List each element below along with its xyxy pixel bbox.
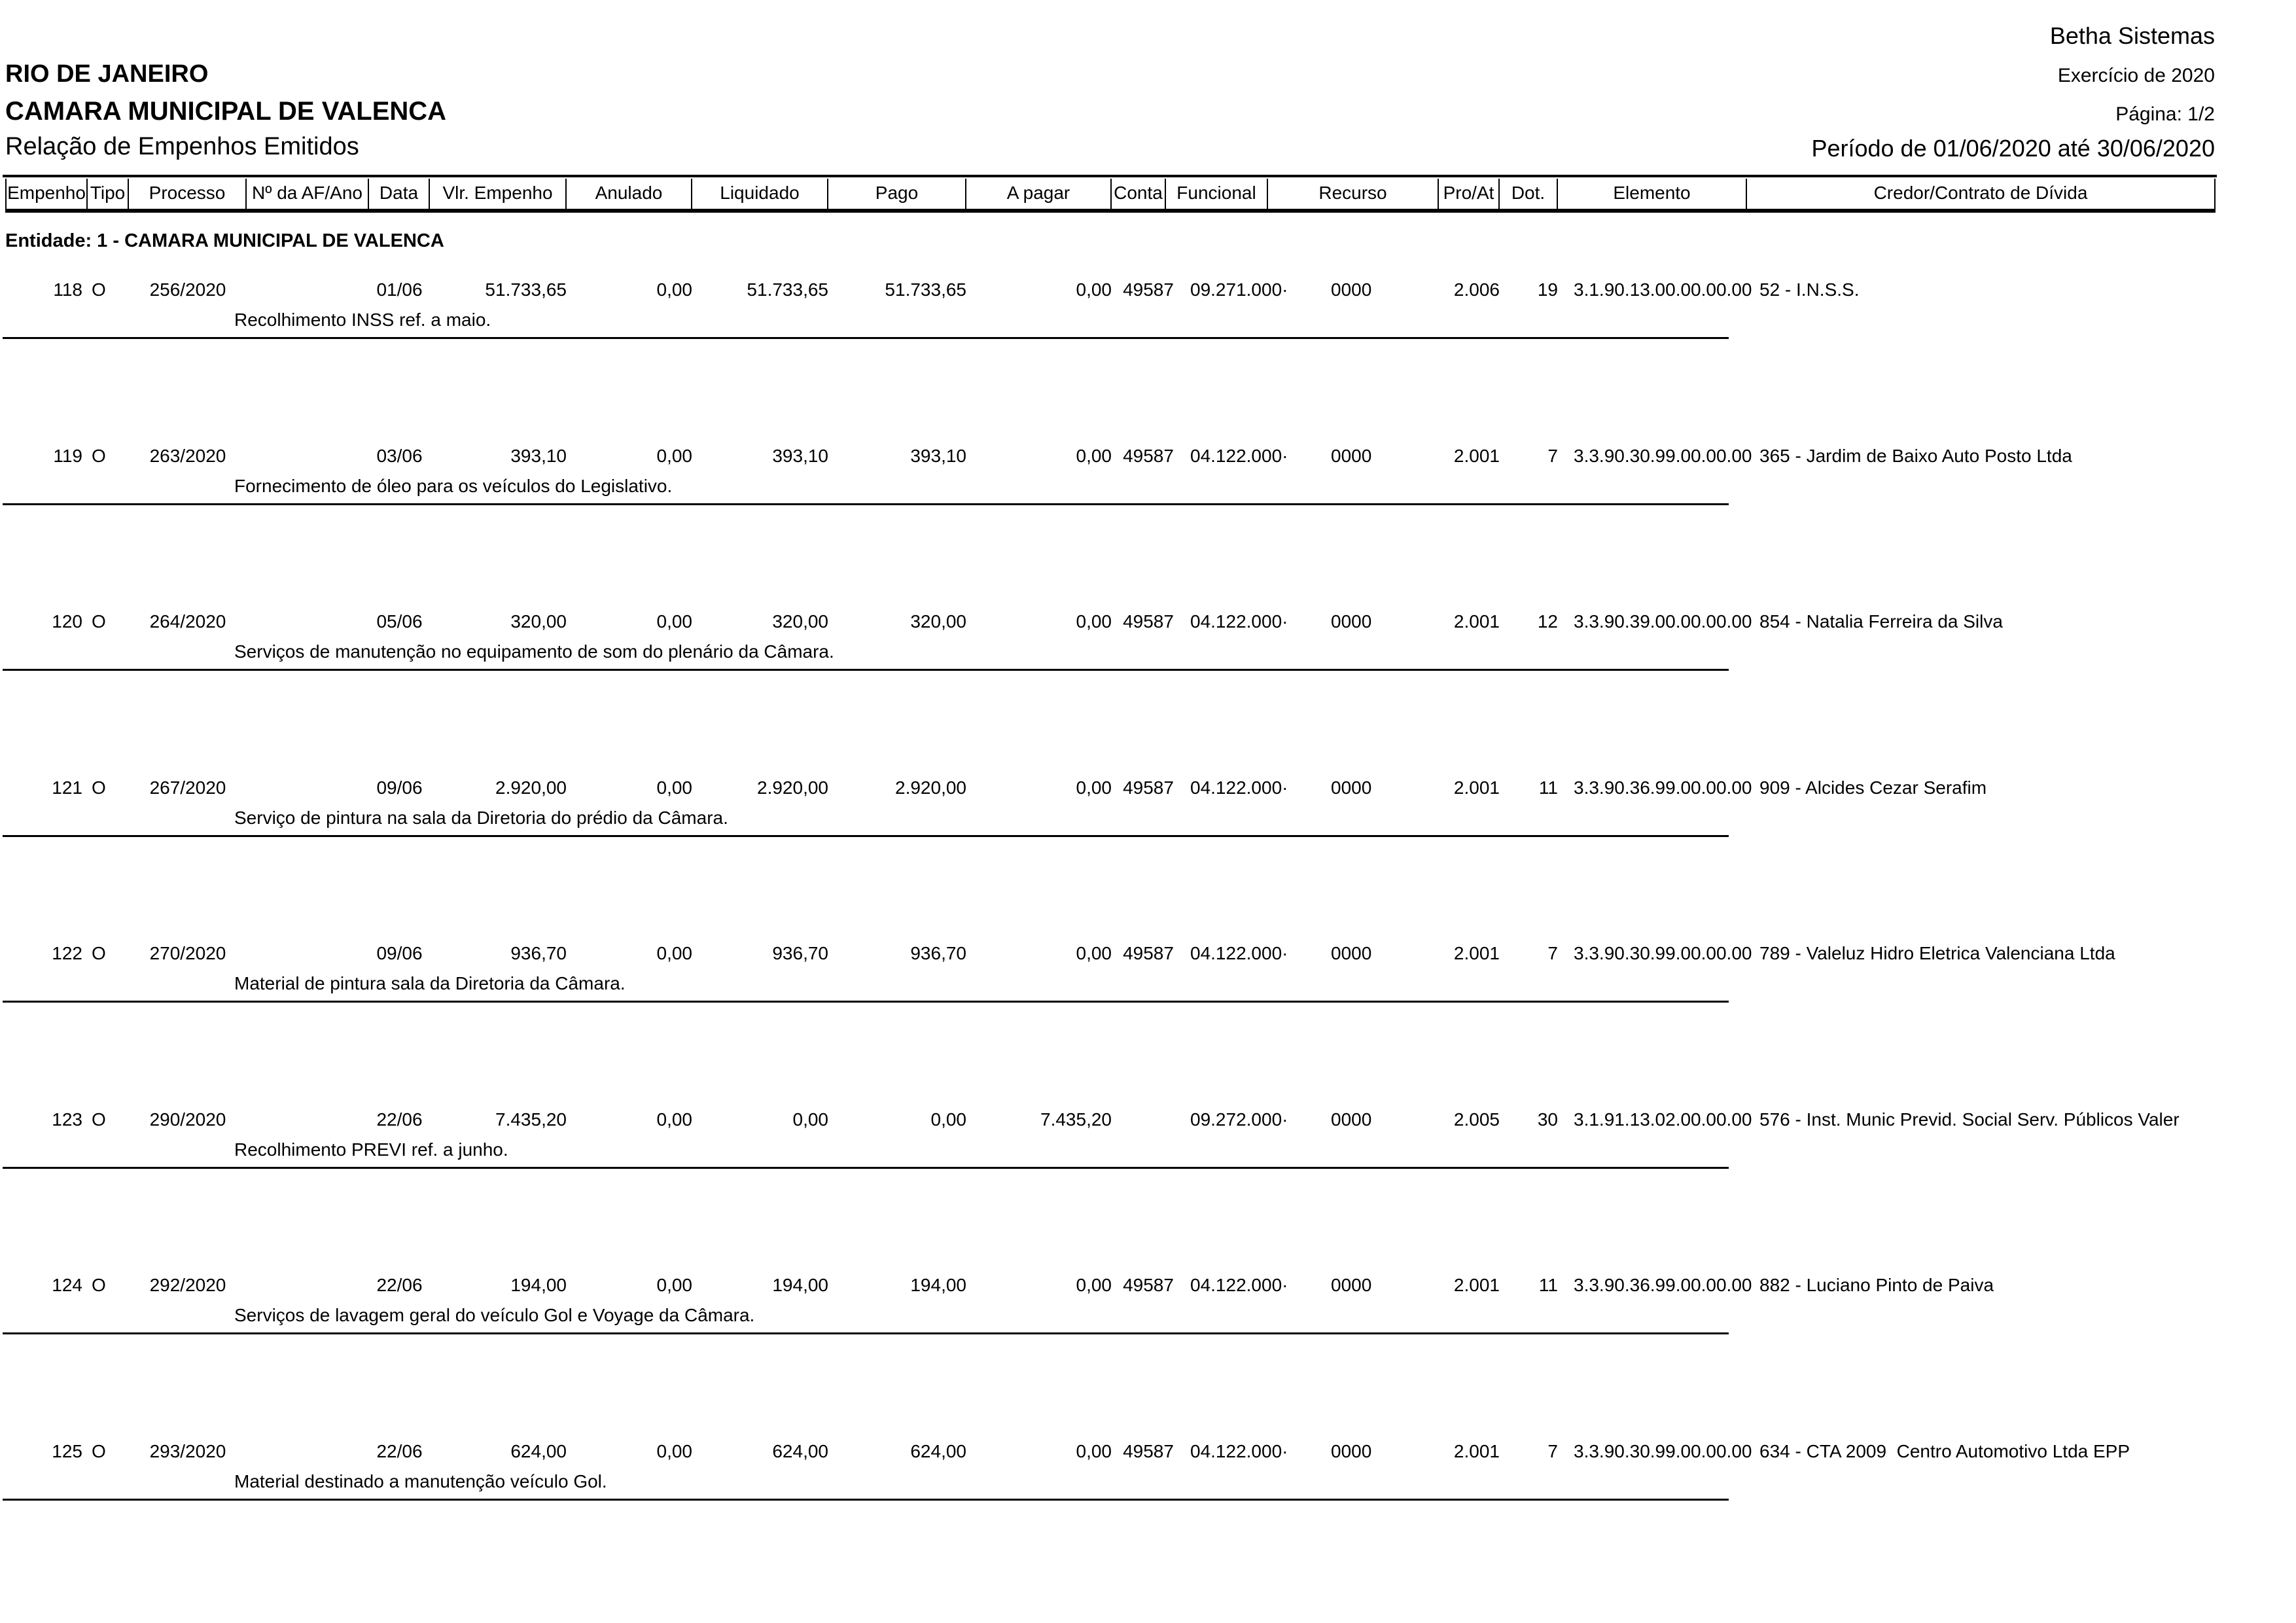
column-header-data: Data [369, 179, 430, 209]
cell-tipo: O [92, 1109, 106, 1130]
cell-funcional: 04.122.000· [1190, 446, 1288, 466]
top-rule [3, 175, 2217, 177]
cell-af-ano [247, 1440, 369, 1463]
column-header-empenho: Empenho [5, 179, 88, 209]
cell-processo: 293/2020 [149, 1441, 226, 1461]
cell-processo: 290/2020 [149, 1109, 226, 1130]
cell-vlr-empenho: 624,00 [510, 1441, 567, 1461]
cell-anulado: 0,00 [656, 777, 692, 798]
cell-processo: 267/2020 [149, 777, 226, 798]
cell-tipo: O [92, 1275, 106, 1295]
cell-credor: 854 - Natalia Ferreira da Silva [1759, 611, 2003, 632]
cell-vlr-empenho: 194,00 [510, 1275, 567, 1295]
cell-pago: 393,10 [910, 446, 966, 466]
cell-anulado: 0,00 [656, 446, 692, 466]
cell-af-ano [247, 1274, 369, 1296]
cell-conta: 49587 [1123, 777, 1174, 798]
row-main-line [5, 1109, 2287, 1131]
cell-pago: 0,00 [930, 1109, 966, 1130]
cell-pro-at: 2.005 [1453, 1109, 1500, 1130]
cell-pro-at: 2.001 [1453, 1441, 1500, 1461]
cell-dot: 11 [1538, 1275, 1558, 1295]
cell-vlr-empenho: 393,10 [510, 446, 567, 466]
report-period: Período de 01/06/2020 até 30/06/2020 [1811, 135, 2215, 162]
cell-funcional: 04.122.000· [1190, 943, 1288, 963]
row-separator [3, 337, 1729, 339]
column-header-anulado: Anulado [567, 179, 692, 209]
cell-empenho: 125 [52, 1441, 82, 1461]
row-separator [3, 1167, 1729, 1169]
column-header-credor: Credor/Contrato de Dívida [1747, 179, 2216, 209]
row-separator [3, 1332, 1729, 1334]
cell-anulado: 0,00 [656, 1441, 692, 1461]
cell-af-ano [247, 777, 369, 799]
cell-data: 03/06 [376, 446, 423, 466]
table-row [0, 777, 2296, 943]
column-header-funcional: Funcional [1166, 179, 1268, 209]
cell-liquidado: 2.920,00 [757, 777, 828, 798]
cell-funcional: 04.122.000· [1190, 1441, 1288, 1461]
cell-pago: 2.920,00 [895, 777, 966, 798]
cell-conta: 49587 [1123, 1275, 1174, 1295]
cell-vlr-empenho: 936,70 [510, 943, 567, 963]
row-description: Fornecimento de óleo para os veículos do Legislativo. [234, 476, 673, 496]
cell-vlr-empenho: 51.733,65 [485, 279, 567, 300]
column-header-liquidado: Liquidado [692, 179, 828, 209]
cell-credor: 365 - Jardim de Baixo Auto Posto Ltda [1759, 446, 2072, 466]
cell-elemento: 3.3.90.39.00.00.00.00 [1574, 611, 1752, 632]
cell-conta: 49587 [1123, 943, 1174, 963]
cell-recurso: 0000 [1331, 777, 1372, 798]
state-name: RIO DE JANEIRO [5, 60, 209, 88]
cell-vlr-empenho: 320,00 [510, 611, 567, 632]
cell-recurso: 0000 [1331, 1109, 1372, 1130]
cell-elemento: 3.3.90.30.99.00.00.00 [1574, 1441, 1752, 1461]
cell-af-ano [247, 445, 369, 467]
cell-recurso: 0000 [1331, 943, 1372, 963]
cell-vlr-empenho: 2.920,00 [495, 777, 567, 798]
exercise-label: Exercício de 2020 [2057, 65, 2215, 86]
cell-funcional: 09.271.000· [1190, 279, 1288, 300]
cell-a-pagar: 0,00 [1076, 611, 1112, 632]
row-separator [3, 503, 1729, 505]
cell-dot: 7 [1547, 943, 1558, 963]
cell-processo: 292/2020 [149, 1275, 226, 1295]
cell-pro-at: 2.001 [1453, 1275, 1500, 1295]
cell-anulado: 0,00 [656, 279, 692, 300]
cell-tipo: O [92, 1441, 106, 1461]
cell-data: 01/06 [376, 279, 423, 300]
row-separator [3, 669, 1729, 671]
row-separator [3, 835, 1729, 837]
cell-pro-at: 2.001 [1453, 446, 1500, 466]
report-title: Relação de Empenhos Emitidos [5, 133, 359, 160]
cell-empenho: 123 [52, 1109, 82, 1130]
table-row [0, 611, 2296, 777]
cell-a-pagar: 0,00 [1076, 1441, 1112, 1461]
cell-anulado: 0,00 [656, 611, 692, 632]
cell-funcional: 04.122.000· [1190, 1275, 1288, 1295]
column-header-pago: Pago [828, 179, 966, 209]
table-row [0, 942, 2296, 1109]
cell-liquidado: 194,00 [772, 1275, 828, 1295]
row-description: Serviços de manutenção no equipamento de som do plenário da Câmara. [234, 641, 834, 662]
cell-conta: 49587 [1123, 611, 1174, 632]
cell-liquidado: 320,00 [772, 611, 828, 632]
cell-empenho: 124 [52, 1275, 82, 1295]
cell-tipo: O [92, 777, 106, 798]
vendor-name: Betha Sistemas [2049, 22, 2215, 49]
cell-a-pagar: 7.435,20 [1040, 1109, 1112, 1130]
cell-anulado: 0,00 [656, 1275, 692, 1295]
cell-liquidado: 936,70 [772, 943, 828, 963]
cell-tipo: O [92, 446, 106, 466]
entity-section-label: Entidade: 1 - CAMARA MUNICIPAL DE VALENCA [5, 230, 444, 251]
row-description: Material destinado a manutenção veículo Gol. [234, 1471, 607, 1491]
cell-elemento: 3.1.91.13.02.00.00.00 [1574, 1109, 1752, 1130]
cell-dot: 30 [1537, 1109, 1558, 1130]
row-description: Serviço de pintura na sala da Diretoria do prédio da Câmara. [234, 808, 728, 828]
column-header-tipo: Tipo [88, 179, 129, 209]
cell-pago: 936,70 [910, 943, 966, 963]
cell-vlr-empenho: 7.435,20 [495, 1109, 567, 1130]
entity-name: CAMARA MUNICIPAL DE VALENCA [5, 97, 447, 126]
cell-empenho: 119 [53, 446, 82, 466]
cell-tipo: O [92, 279, 106, 300]
cell-credor: 52 - I.N.S.S. [1759, 279, 1860, 300]
page-number: Página: 1/2 [2115, 103, 2215, 125]
cell-data: 22/06 [376, 1441, 423, 1461]
column-header-conta: Conta [1112, 179, 1166, 209]
cell-liquidado: 51.733,65 [747, 279, 828, 300]
cell-data: 22/06 [376, 1275, 423, 1295]
table-row [0, 1440, 2296, 1607]
cell-af-ano [247, 1109, 369, 1131]
table-row [0, 279, 2296, 445]
cell-empenho: 120 [52, 611, 82, 632]
cell-funcional: 04.122.000· [1190, 777, 1288, 798]
cell-conta: 49587 [1123, 279, 1174, 300]
row-main-line [5, 942, 2287, 965]
cell-elemento: 3.3.90.30.99.00.00.00 [1574, 943, 1752, 963]
cell-dot: 11 [1538, 777, 1558, 798]
table-row [0, 445, 2296, 611]
cell-data: 22/06 [376, 1109, 423, 1130]
row-separator [3, 1499, 1729, 1501]
cell-a-pagar: 0,00 [1076, 943, 1112, 963]
column-header-processo: Processo [129, 179, 247, 209]
row-description: Recolhimento INSS ref. a maio. [234, 310, 491, 330]
cell-funcional: 09.272.000· [1190, 1109, 1288, 1130]
cell-processo: 264/2020 [149, 611, 226, 632]
cell-pago: 194,00 [910, 1275, 966, 1295]
table-row [0, 1109, 2296, 1275]
row-description: Material de pintura sala da Diretoria da Câmara. [234, 973, 626, 993]
cell-data: 09/06 [376, 777, 423, 798]
cell-af-ano [247, 279, 369, 301]
row-main-line [5, 1274, 2287, 1296]
cell-credor: 882 - Luciano Pinto de Paiva [1759, 1275, 1994, 1295]
cell-recurso: 0000 [1331, 1441, 1372, 1461]
cell-dot: 7 [1547, 1441, 1558, 1461]
cell-conta [1112, 1109, 1185, 1131]
cell-liquidado: 624,00 [772, 1441, 828, 1461]
cell-dot: 12 [1537, 611, 1558, 632]
cell-elemento: 3.3.90.36.99.00.00.00 [1574, 1275, 1752, 1295]
row-main-line [5, 279, 2287, 301]
cell-pro-at: 2.001 [1453, 777, 1500, 798]
cell-pago: 624,00 [910, 1441, 966, 1461]
cell-dot: 7 [1547, 446, 1558, 466]
cell-tipo: O [92, 611, 106, 632]
cell-af-ano [247, 942, 369, 965]
row-main-line [5, 611, 2287, 633]
column-header-recurso: Recurso [1268, 179, 1439, 209]
cell-conta: 49587 [1123, 1441, 1174, 1461]
cell-credor: 634 - CTA 2009 Centro Automotivo Ltda EPP [1759, 1441, 2130, 1461]
cell-pro-at: 2.001 [1453, 943, 1500, 963]
cell-credor: 789 - Valeluz Hidro Eletrica Valenciana Ltda [1759, 943, 2115, 963]
cell-data: 09/06 [376, 943, 423, 963]
cell-liquidado: 0,00 [792, 1109, 828, 1130]
cell-dot: 19 [1537, 279, 1558, 300]
column-header-dot: Dot. [1500, 179, 1558, 209]
row-description: Recolhimento PREVI ref. a junho. [234, 1139, 508, 1160]
cell-af-ano [247, 611, 369, 633]
row-separator [3, 1001, 1729, 1003]
cell-recurso: 0000 [1331, 446, 1372, 466]
row-main-line [5, 445, 2287, 467]
cell-a-pagar: 0,00 [1076, 1275, 1112, 1295]
row-description: Serviços de lavagem geral do veículo Gol e Voyage da Câmara. [234, 1305, 755, 1325]
cell-funcional: 04.122.000· [1190, 611, 1288, 632]
cell-tipo: O [92, 943, 106, 963]
cell-anulado: 0,00 [656, 943, 692, 963]
cell-elemento: 3.1.90.13.00.00.00.00 [1574, 279, 1752, 300]
table-header-row [5, 179, 2216, 209]
cell-processo: 270/2020 [149, 943, 226, 963]
cell-recurso: 0000 [1331, 611, 1372, 632]
cell-anulado: 0,00 [656, 1109, 692, 1130]
cell-conta: 49587 [1123, 446, 1174, 466]
cell-credor: 576 - Inst. Munic Previd. Social Serv. Públicos Valer [1759, 1109, 2180, 1130]
cell-empenho: 118 [53, 279, 82, 300]
column-header-vlr-empenho: Vlr. Empenho [430, 179, 567, 209]
cell-a-pagar: 0,00 [1076, 446, 1112, 466]
cell-liquidado: 393,10 [772, 446, 828, 466]
column-header-af-ano: Nº da AF/Ano [247, 179, 369, 209]
cell-credor: 909 - Alcides Cezar Serafim [1759, 777, 1987, 798]
cell-elemento: 3.3.90.36.99.00.00.00 [1574, 777, 1752, 798]
cell-data: 05/06 [376, 611, 423, 632]
cell-recurso: 0000 [1331, 1275, 1372, 1295]
row-main-line [5, 777, 2287, 799]
cell-processo: 256/2020 [149, 279, 226, 300]
cell-pro-at: 2.001 [1453, 611, 1500, 632]
cell-elemento: 3.3.90.30.99.00.00.00 [1574, 446, 1752, 466]
cell-pago: 51.733,65 [885, 279, 966, 300]
cell-a-pagar: 0,00 [1076, 279, 1112, 300]
cell-empenho: 121 [52, 777, 82, 798]
column-header-pro-at: Pro/At [1439, 179, 1500, 209]
header-bottom-rule [5, 209, 2216, 213]
table-row [0, 1274, 2296, 1440]
cell-processo: 263/2020 [149, 446, 226, 466]
cell-empenho: 122 [52, 943, 82, 963]
column-header-elemento: Elemento [1558, 179, 1747, 209]
column-header-a-pagar: A pagar [966, 179, 1112, 209]
cell-recurso: 0000 [1331, 279, 1372, 300]
cell-a-pagar: 0,00 [1076, 777, 1112, 798]
row-main-line [5, 1440, 2287, 1463]
cell-pro-at: 2.006 [1453, 279, 1500, 300]
cell-pago: 320,00 [910, 611, 966, 632]
